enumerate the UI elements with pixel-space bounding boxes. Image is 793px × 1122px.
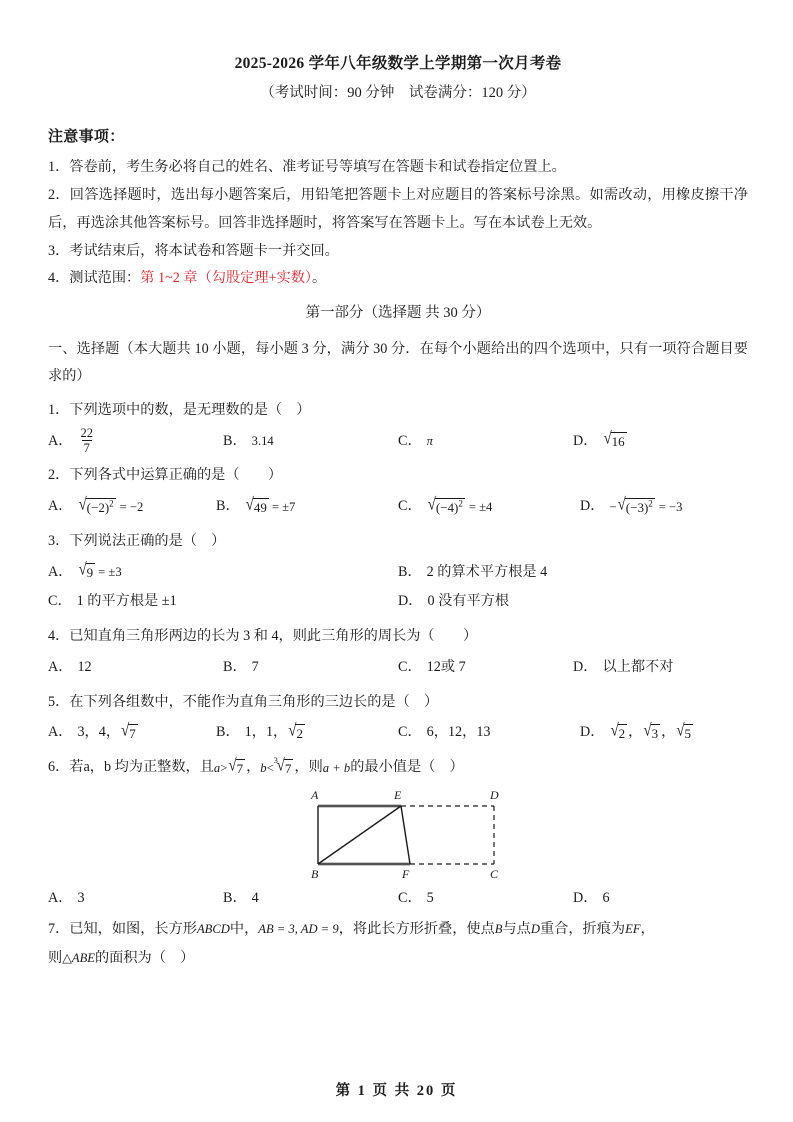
question-5-option-a[interactable] — [48, 718, 216, 748]
sqrt-icon — [610, 721, 627, 742]
option-label-c: C． — [48, 593, 72, 610]
radical-symbol: √ — [228, 756, 237, 775]
question-2-options — [48, 492, 748, 522]
option-label-b: B． — [398, 563, 422, 580]
variable-a: a — [213, 760, 221, 775]
sqrt-icon — [245, 495, 269, 516]
radicand: 2 — [618, 726, 626, 742]
vertex-label-E: E — [394, 787, 402, 802]
radical-symbol: √ — [617, 495, 626, 514]
exponent: 2 — [648, 498, 653, 509]
question-2-option-a[interactable] — [48, 492, 216, 522]
root-index: 3 — [273, 754, 278, 765]
radical-symbol: √ — [78, 495, 87, 514]
notice-item-3: 3．考试结束后，将本试卷和答题卡一并交回。 — [48, 242, 339, 259]
question-4-option-c[interactable] — [398, 653, 573, 683]
question-6-text-3: 的最小值是（ ） — [350, 759, 464, 776]
point-B: B — [494, 921, 503, 936]
radical-symbol: √ — [288, 721, 297, 741]
radical-symbol: √ — [245, 495, 254, 514]
question-7-text-1: 7．已知，如图，长方形 — [48, 920, 197, 937]
given-lengths: AB = 3, AD = 9 — [258, 921, 339, 936]
question-7-text-2: 中， — [229, 920, 259, 937]
option-label-d: D． — [573, 432, 598, 449]
notice-item-4-suffix: 。 — [311, 270, 327, 287]
radicand: 49 — [253, 499, 267, 515]
value-3-14: 3.14 — [251, 434, 274, 449]
question-6-option-a[interactable] — [48, 884, 223, 914]
radical-symbol: √ — [676, 721, 685, 741]
question-6-text-2: ，则 — [294, 759, 323, 776]
expression-a-plus-b: a + b — [322, 760, 351, 775]
option-text: 7 — [251, 658, 259, 675]
fraction-denominator: 7 — [83, 440, 90, 455]
question-1-options — [48, 427, 748, 457]
option-label-b: B． — [223, 432, 247, 449]
option-label-a: A． — [48, 724, 73, 741]
question-3-option-a[interactable] — [48, 558, 398, 588]
notice-item-4 — [48, 265, 748, 293]
radical-symbol: √ — [276, 756, 285, 775]
option-label-a: A． — [48, 432, 73, 449]
vertex-label-A: A — [311, 787, 319, 802]
question-1-option-b[interactable] — [223, 427, 398, 457]
question-5-stem: 5．在下列各组数中，不能作为直角三角形的三边长的是（ ） — [48, 693, 439, 710]
option-label-c: C． — [398, 724, 422, 741]
option-label-a: A． — [48, 563, 73, 580]
radical-symbol: √ — [603, 429, 612, 449]
option-text: 6，12，13 — [426, 724, 491, 741]
radicand: 3 — [651, 726, 659, 742]
radicand-base: (−2) — [86, 499, 110, 515]
equation-result: = ±4 — [468, 499, 493, 514]
segment-EF — [401, 806, 410, 864]
question-5-option-b[interactable] — [216, 718, 398, 748]
test-scope-highlight: 第 1~2 章（勾股定理+实数） — [140, 270, 312, 287]
triangle-ABE: △ABE — [62, 951, 95, 966]
radical-symbol: √ — [427, 495, 436, 514]
exponent: 2 — [109, 498, 114, 509]
option-text: 3 — [77, 889, 85, 906]
label-ABCD: ABCD — [196, 921, 230, 936]
vertex-label-C: C — [490, 866, 499, 881]
question-1-option-a[interactable] — [48, 427, 223, 457]
option-text: 5 — [426, 889, 434, 906]
question-7-text-5: 重合，折痕为 — [539, 920, 626, 937]
option-label-b: B． — [216, 498, 240, 515]
separator: ， — [246, 759, 261, 776]
question-7-text-4: 与点 — [502, 920, 531, 937]
notice-item-4-prefix: 4．测试范围： — [48, 270, 141, 287]
question-4-option-d[interactable] — [573, 653, 748, 683]
question-4-option-a[interactable] — [48, 653, 223, 683]
radicand: 9 — [86, 565, 94, 581]
radicand — [435, 498, 465, 516]
radical-symbol: √ — [121, 721, 130, 741]
option-label-d: D． — [580, 724, 605, 741]
question-2-stem: 2．下列各式中运算正确的是（ ） — [48, 467, 283, 484]
radicand: 16 — [611, 434, 625, 450]
crease-EF: EF — [625, 921, 641, 936]
option-text: 6 — [602, 889, 610, 906]
question-2-option-c[interactable] — [398, 492, 580, 522]
radicand-base: (−3) — [625, 499, 649, 515]
sqrt-icon — [427, 495, 465, 516]
question-6-stem — [48, 754, 748, 782]
variable-b: b — [260, 760, 267, 775]
sqrt-icon — [643, 721, 660, 742]
sqrt-icon — [288, 721, 305, 742]
question-3-options-row2 — [48, 587, 748, 617]
separator: ， — [661, 724, 676, 741]
radical-symbol: √ — [78, 560, 87, 580]
option-text: 0 没有平方根 — [427, 593, 510, 610]
question-4-stem: 4．已知直角三角形两边的长为 3 和 4，则此三角形的周长为（ ） — [48, 628, 478, 645]
question-5-option-c[interactable] — [398, 718, 580, 748]
sqrt-icon — [603, 429, 626, 450]
section-intro: 一、选择题（本大题共 10 小题，每小题 3 分，满分 30 分．在每个小题给出的四个选项中，只有一项符合题目要求的） — [48, 340, 748, 385]
vertex-label-B: B — [311, 866, 319, 881]
sqrt-icon — [617, 495, 655, 516]
radical-symbol: √ — [643, 721, 652, 741]
option-label-b: B． — [223, 658, 247, 675]
option-text: 2 的算术平方根是 4 — [426, 563, 548, 580]
sqrt-icon — [676, 721, 693, 742]
option-label-a: A． — [48, 889, 73, 906]
option-label-c: C． — [398, 498, 422, 515]
page-title: 2025-2026 学年八年级数学上学期第一次月考卷 — [234, 55, 562, 72]
radical-symbol: √ — [610, 721, 619, 741]
negation-sign: − — [609, 499, 617, 514]
sqrt-icon — [78, 495, 115, 516]
pi-symbol: π — [426, 434, 433, 449]
separator: ， — [628, 724, 643, 741]
part-heading: 第一部分（选择题 共 30 分） — [305, 304, 491, 321]
equation-result: = −3 — [658, 499, 683, 514]
fraction-numerator: 22 — [80, 425, 93, 440]
option-text: 12或 7 — [426, 658, 466, 675]
radicand: 7 — [236, 760, 244, 776]
segment-BE — [318, 806, 401, 864]
question-5-options — [48, 718, 748, 748]
option-label-d: D． — [398, 593, 423, 610]
rectangle-abcd-fold-diagram — [298, 786, 538, 882]
option-label-a: A． — [48, 498, 73, 515]
question-7-text-8: 的面积为（ ） — [94, 950, 195, 967]
exponent: 2 — [458, 498, 463, 509]
question-4-option-b[interactable] — [223, 653, 398, 683]
question-2-option-d[interactable] — [580, 492, 748, 522]
question-7-text-7: 则 — [48, 950, 63, 967]
question-7-stem-line1 — [48, 916, 748, 944]
question-6-option-c[interactable] — [398, 884, 573, 914]
notice-item-1: 1．答卷前，考生务必将自己的姓名、准考证号等填写在答题卡和试卷指定位置上。 — [48, 159, 566, 176]
option-text-prefix: 1，1， — [244, 724, 288, 741]
question-5-option-d[interactable] — [580, 718, 748, 748]
radicand-base: (−4) — [435, 499, 459, 515]
equation-result: = −2 — [119, 499, 144, 514]
question-3-option-c[interactable] — [48, 587, 398, 617]
question-3-option-d[interactable] — [398, 587, 748, 617]
exam-subtitle: （考试时间：90 分钟 试卷满分：120 分） — [260, 85, 536, 102]
option-label-c: C． — [398, 889, 422, 906]
less-than-sign: < — [266, 760, 274, 775]
question-3-option-b[interactable] — [398, 558, 748, 588]
question-6-text-1: 6．若a，b 均为正整数，且 — [48, 759, 214, 776]
cube-root-icon — [273, 754, 294, 777]
option-label-d: D． — [573, 658, 598, 675]
equation-result: = ±3 — [98, 565, 122, 580]
question-1-option-d[interactable] — [573, 427, 748, 457]
sqrt-icon — [78, 560, 95, 581]
question-2-option-b[interactable] — [216, 492, 398, 522]
question-1-stem: 1．下列选项中的数，是无理数的是（ ） — [48, 401, 311, 418]
question-7-text-3: ，将此长方形折叠，使点 — [338, 920, 495, 937]
greater-than-sign: > — [220, 760, 228, 775]
radicand: 5 — [684, 726, 692, 742]
option-label-c: C． — [398, 432, 422, 449]
option-text-prefix: 3，4， — [77, 724, 121, 741]
figure-container — [48, 786, 748, 882]
notice-item-2: 2．回答选择题时，选出每小题答案后，用铅笔把答题卡上对应题目的答案标号涂黑。如需改动，用橡皮擦干净后，再选涂其他答案标号。回答非选择题时，将答案写在答题卡上。写在本试卷上无效。 — [48, 187, 748, 231]
option-text: 以上都不对 — [602, 658, 674, 675]
radicand — [625, 498, 655, 516]
question-6-option-d[interactable] — [573, 884, 748, 914]
sqrt-icon — [121, 721, 138, 742]
option-text: 1 的平方根是 ±1 — [76, 593, 177, 610]
page-footer: 第 1 页 共 20 页 — [335, 1083, 458, 1099]
fraction-22-7 — [78, 426, 95, 455]
vertex-label-D: D — [490, 787, 499, 802]
sqrt-icon — [228, 756, 245, 777]
radicand: 2 — [296, 726, 303, 742]
question-3-options-row1 — [48, 558, 748, 588]
question-1-option-c[interactable] — [398, 427, 573, 457]
equation-result: = ±7 — [271, 499, 296, 514]
option-label-b: B． — [223, 889, 247, 906]
option-label-c: C． — [398, 658, 422, 675]
option-label-b: B． — [216, 724, 240, 741]
option-text: 12 — [77, 658, 92, 675]
option-text: 4 — [251, 889, 259, 906]
notice-heading: 注意事项： — [48, 129, 125, 146]
page-content — [48, 52, 748, 975]
question-7-text-6: ， — [640, 920, 655, 937]
question-4-options — [48, 653, 748, 683]
question-6-option-b[interactable] — [223, 884, 398, 914]
vertex-label-F: F — [402, 866, 410, 881]
option-label-a: A． — [48, 658, 73, 675]
option-label-d: D． — [573, 889, 598, 906]
point-D: D — [530, 921, 540, 936]
radicand — [86, 498, 116, 516]
option-label-d: D． — [580, 498, 605, 515]
radicand: 7 — [129, 726, 136, 742]
question-3-stem: 3．下列说法正确的是（ ） — [48, 532, 226, 549]
question-6-options — [48, 884, 748, 914]
radicand: 7 — [284, 760, 292, 776]
question-7-stem-line2 — [48, 945, 748, 973]
